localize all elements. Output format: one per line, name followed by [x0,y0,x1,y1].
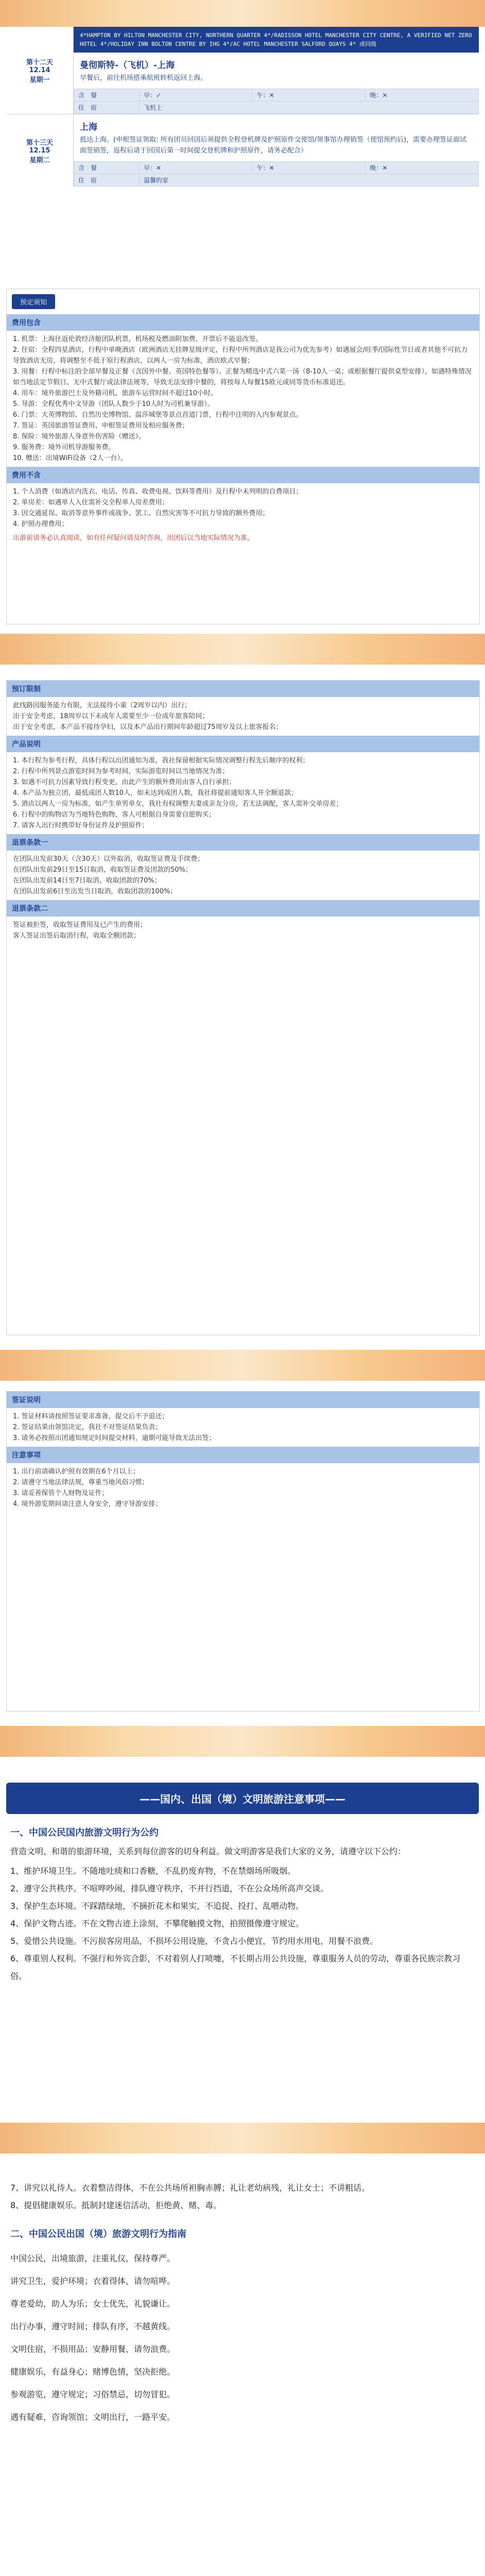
civility-banner: ——国内、出国（境）文明旅游注意事项—— [6,1783,479,1814]
day13-stay-label: 住 宿 [74,174,140,187]
booking-panel [6,680,480,1335]
excluded-item: 2. 单房差：如遇单人入住需补交全程单人房差费用； [13,499,169,506]
cost-item: 10. 赠送：出境WiFi设备（2人一台）。 [13,454,127,462]
cost-item: 8. 保险：境外旅游人身意外伤害险（赠送）。 [13,433,146,440]
day13-weekday: 星期二 [29,156,50,164]
day13-meal-breakfast: 早：✕ [140,162,253,174]
day12-hotel-line: 4*HAMPTON BY HILTON MANCHESTER CITY, NORTHERN QUARTER 4*/RADISSON HOTEL MANCHESTER CITY CENTRE, A VERIFIED NET ZERO HOTEL 4*/HOLIDAY INN BOLTON CENTRE BY IHG 4*/AC HOTEL MANCHESTER SALFORD QUAYS 4* 或同级 [74,27,479,53]
cost-item: 6. 门票：大英博物馆、自然历史博物馆、温莎城堡等景点首道门票，行程中注明的入内参观景点。 [13,411,303,419]
product-item: 3. 如遇不可抗力因素导致行程变更，由此产生的额外费用由客人自行承担； [13,778,236,786]
cancel2-item: 客人签证出签后取消行程，收取全额团款； [13,932,141,940]
visa-panel [6,1391,480,1711]
guide-line: 遇有疑难，咨询领馆；文明出行，一路平安。 [10,2412,176,2422]
cost-excluded-header: 费用不含 [7,467,479,483]
civility-item: 8、提倡健康娱乐。抵制封建迷信活动，拒绝黄、赌、毒。 [10,2200,222,2210]
limit-item: 出于安全考虑，18周岁以下未成年人需要至少一位成年旅客陪同； [13,713,209,720]
day13-meal-dinner: 晚：✕ [366,162,479,174]
product-item: 5. 酒店以两人一房为标准，如产生单男单女，我社有权调整夫妻或亲友分房，若无法调配，客人需补交单房差； [13,800,343,808]
product-item: 2. 行程中所列景点游览时间为参考时间，实际游览时间以当地情况为准； [13,768,229,775]
guide-line: 健康娱乐，有益身心；赌博色情，坚决拒绝。 [10,2367,176,2377]
day12-desc: 早餐后，前往机场搭乘航班转机返回上海。 [80,74,207,82]
guide-section2: 二、中国公民出国（境）旅游文明行为指南 [10,2229,186,2240]
day12-route: 曼彻斯特-（飞机）-上海 [80,60,175,71]
civility-item: 7、讲究以礼待人。衣着整洁得体，不在公共场所袒胸赤膊；礼让老幼病残，礼让女士；不讲粗话。 [10,2183,370,2193]
day13-label: 第十三天 [26,139,53,147]
header-band [0,0,485,27]
cancel-item: 在团队出发前30天（含30天）以外取消，收取签证费及手续费； [13,855,204,863]
cost-included-header: 费用包含 [7,314,479,331]
itinerary-panel [6,27,479,269]
reserve-title-badge: 预定须知 [12,294,55,309]
visa-item: 1. 签证材料请按照签证要求准备，提交后不予退还； [13,1413,169,1420]
day13-date-cell [6,114,74,187]
day12-meal-dinner: 晚：✕ [366,89,479,101]
guide-line: 文明住宿，不损用品；安静用餐，请勿浪费。 [10,2344,176,2354]
cancel-item: 在团队出发前6日至出发当日取消，收取团款的100%； [13,888,177,895]
day12-label: 第十二天 [26,59,53,66]
civility-item: 1、维护环境卫生。不随地吐痰和口香糖，不乱扔废弃物，不在禁烟场所吸烟。 [10,1866,296,1876]
section-band [0,1350,485,1381]
reserve-panel [6,289,480,624]
excluded-item: 4. 护照办理费用； [13,520,68,528]
day13-desc: 抵达上海。(申根签证领取: 所有团员回国后须提供全程登机牌及护照原件交使馆/领事馆办理销签（使馆预约后)，需要办理签证面试面签销签，返程后请于回国后第一时间提交登机牌和护照原件，请务必配合） [80,136,467,155]
cancel2-header: 退票条款二 [7,900,479,917]
day13-date: 12.15 [29,146,50,155]
cost-item: 2. 住宿：全程四星酒店，行程中单晚酒店（欧洲酒店无挂牌星级评定，行程中所列酒店是我公司为优先参考）如遇展会/旺季/国际性节日或者其他不可抗力导致酒店无房，将调整至不低于原行程酒店，以两人一房为标准，酒店欧式早餐； [13,346,468,365]
cost-item: 9. 服务费：境外司机导游服务费。 [13,444,115,451]
section-band [0,634,485,665]
cost-item: 7. 签证：英国旅游签证费用、申根签证费用及相应服务费； [13,422,189,430]
guide-line: 中国公民，出境旅游，注重礼仪，保持尊严。 [10,2253,176,2263]
civility-panel [6,1783,479,2102]
product-item: 4. 本产品为独立团，最低成团人数10人，如未达到成团人数，我社将提前通知客人并全额退款； [13,789,298,797]
civility-section1: 一、中国公民国内旅游文明行为公约 [10,1827,159,1838]
notice-item: 3. 请妥善保管个人财物及证件； [13,1489,109,1497]
day13-meal-label: 含 餐 [74,162,140,174]
notice-item: 2. 请遵守当地法律法规，尊重当地风俗习惯； [13,1479,149,1486]
cost-item: 1. 机票：上海往返伦敦经济舱团队机票，机场税及燃油附加费。开票后不能退改签。 [13,335,263,343]
day12-meal-lunch: 午：✕ [252,89,366,101]
day13-route: 上海 [80,122,97,132]
guide-line: 讲究卫生，爱护环境；衣着得体，请勿喧哗。 [10,2276,176,2286]
day12-meal-label: 含 餐 [74,89,140,101]
excluded-item: 1. 个人消费（如酒店内洗衣、电话、传真、收费电视、饮料等费用）及行程中未列明的自费项目； [13,488,303,496]
guide-line: 出行办事，遵守时间；排队有序，不越黄线。 [10,2321,176,2331]
itinerary-table [6,27,479,187]
visa-header: 签证说明 [7,1392,479,1408]
civility-item: 5、爱惜公共设施。不污损客房用品，不损坏公用设施，不贪占小便宜，节约用水用电，用餐不浪费。 [10,1936,378,1946]
day13-meal-lunch: 午：✕ [252,162,366,174]
notice-item: 1. 出行前请确认护照有效期在6个月以上； [13,1468,140,1476]
civility-item: 4、保护文物古迹。不在文物古迹上涂刻，不攀爬触摸文物，拍照摄像遵守规定。 [10,1919,304,1928]
day12-stay-value: 飞机上 [140,101,479,114]
day12-date-cell [6,27,74,114]
guide-line: 参观游览，遵守规定；习俗禁忌，切勿冒犯。 [10,2389,176,2399]
cost-item: 5. 导游：全程优秀中文导游（团队人数少于10人时为司机兼导游）。 [13,400,214,408]
day12-weekday: 星期一 [29,76,50,84]
day12-stay-label: 住 宿 [74,101,140,114]
product-item: 6. 行程中的购物店为当地特色购物，客人可根据自身需要自愿购买； [13,811,216,819]
cancel-item: 在团队出发前14日至7日取消，收取团款的70%； [13,877,161,885]
visa-item: 2. 签证结果由领馆决定，我社不对签证结果负责； [13,1423,162,1431]
product-item: 7. 请客人出行时携带好身份证件及护照原件； [13,822,149,829]
day12-date: 12.14 [29,66,50,74]
cost-item: 4. 用车：境外旅游巴士及外籍司机，旅游车运营时间不超过10小时。 [13,389,218,397]
section-band [0,2123,485,2154]
product-header: 产品说明 [7,736,479,752]
day12-meal-breakfast: 早：✓ [140,89,253,101]
notice-item: 4. 境外游览期间请注意人身安全，遵守导游安排； [13,1500,162,1508]
civility-intro: 营造文明、和谐的旅游环境，关系到每位游客的切身利益。做文明游客是我们大家的义务，请遵守以下公约： [10,1846,406,1856]
cancel2-item: 签证被拒签，收取签证费用及已产生的费用； [13,921,147,929]
excluded-item: 3. 因交通延误、取消等意外事件或战争、罢工、自然灾害等不可抗力导致的额外费用； [13,510,269,517]
section-band [0,1726,485,1757]
limit-item: 此线路因服务能力有限，无法接待小童（2周岁以内）出行； [13,702,192,709]
notice-header: 注意事项 [7,1447,479,1463]
civility-item: 3、保护生态环境。不踩踏绿地，不摘折花木和果实，不追捉、投打、乱喂动物。 [10,1901,304,1911]
civility-item: 2、遵守公共秩序。不喧哗吵闹，排队遵守秩序，不并行挡道，不在公众场所高声交谈。 [10,1884,329,1893]
guide-line: 尊老爱幼，助人为乐；女士优先，礼貌谦让。 [10,2299,176,2309]
cancel-item: 在团队出发前29日至15日取消，收取签证费及团款的50%； [13,866,192,874]
cost-item: 3. 用餐：行程中标注的全部早餐及正餐（含国外中餐、英国特色餐等）。正餐为精选中式六菜一汤（8-10人一桌；或根据餐厅提供桌型安排），如遇特殊情况如当地法定节假日、无中式餐厅或法律法规等，导致无法安排中餐的，将按每人每餐15欧元或同等货币标准退还。 [13,368,472,386]
cancel-header: 退票条款一 [7,834,479,851]
limits-header: 预订限制 [7,681,479,697]
visa-item: 3. 请务必按照出团通知规定时间提交材料，逾期可能导致无法出签； [13,1434,216,1442]
reserve-note: 出游前请务必认真阅读，如有任何疑问请及时咨询，出团后以当地实际情况为准。 [13,534,254,542]
product-item: 1. 本行程为参考行程，具体行程以出团通知为准，我社保留根据实际情况调整行程先后顺序的权利； [13,757,309,765]
day13-stay-value: 温馨的家 [140,174,479,187]
civility-item: 6、尊重别人权利。不强行和外宾合影，不对着别人打喷嚏，不长期占用公共设施，尊重服务人员的劳动，尊重各民族宗教习俗。 [10,1954,461,1981]
limit-item: 出于安全考虑，本产品不接待孕妇，以及本产品出行期间年龄超过75周岁及以上旅客报名； [13,723,283,731]
guide-panel [6,2179,479,2576]
